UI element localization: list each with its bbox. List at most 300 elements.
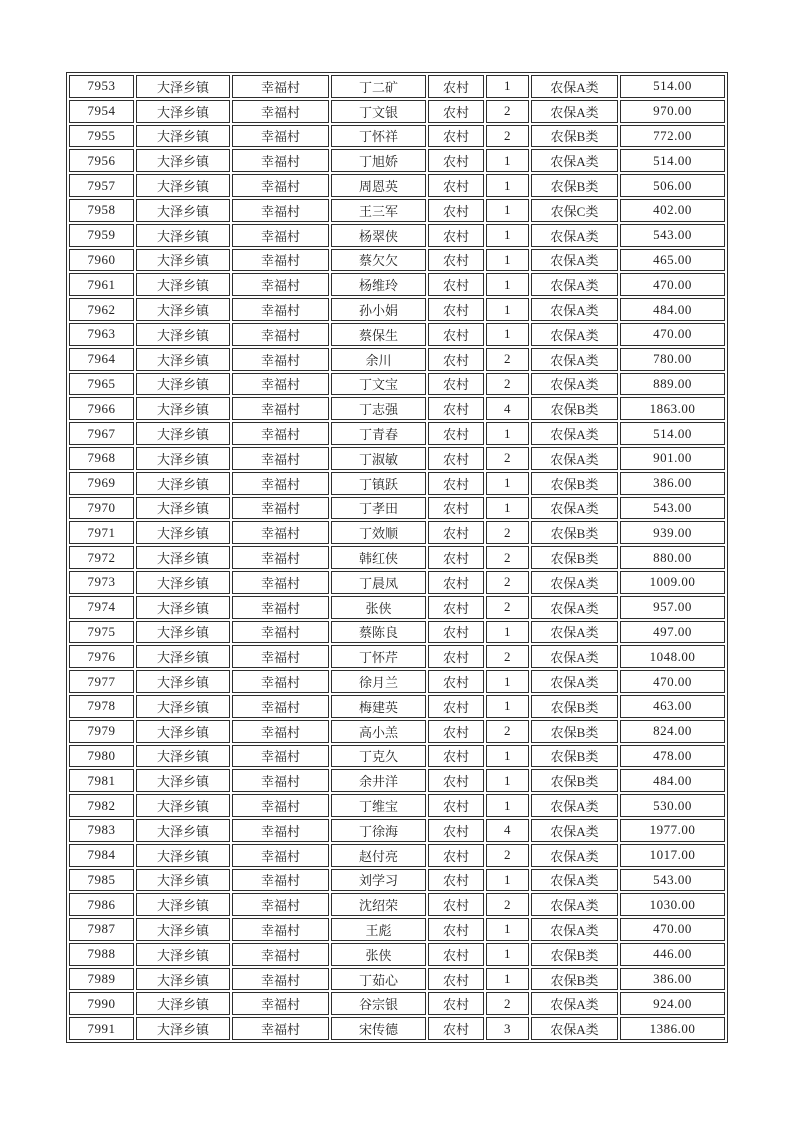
table-row	[69, 323, 725, 346]
cell-person_count: 2	[486, 100, 529, 123]
cell-name: 丁维宝	[331, 794, 426, 817]
cell-insurance_category: 农保B类	[531, 472, 618, 495]
cell-town: 大泽乡镇	[136, 298, 230, 321]
cell-insurance_category: 农保A类	[531, 100, 618, 123]
cell-town: 大泽乡镇	[136, 199, 230, 222]
table-row	[69, 422, 725, 445]
cell-seq: 7990	[69, 992, 134, 1015]
cell-residence_type: 农村	[428, 943, 484, 966]
cell-residence_type: 农村	[428, 992, 484, 1015]
cell-residence_type: 农村	[428, 645, 484, 668]
cell-insurance_category: 农保B类	[531, 125, 618, 148]
cell-residence_type: 农村	[428, 224, 484, 247]
table-row	[69, 596, 725, 619]
cell-name: 韩红侠	[331, 546, 426, 569]
cell-village: 幸福村	[232, 943, 329, 966]
cell-person_count: 2	[486, 125, 529, 148]
table-row	[69, 918, 725, 941]
cell-village: 幸福村	[232, 844, 329, 867]
cell-amount: 506.00	[620, 174, 725, 197]
cell-insurance_category: 农保A类	[531, 75, 618, 98]
cell-village: 幸福村	[232, 149, 329, 172]
cell-seq: 7959	[69, 224, 134, 247]
cell-person_count: 2	[486, 348, 529, 371]
cell-village: 幸福村	[232, 323, 329, 346]
cell-insurance_category: 农保B类	[531, 769, 618, 792]
cell-town: 大泽乡镇	[136, 472, 230, 495]
cell-village: 幸福村	[232, 992, 329, 1015]
cell-residence_type: 农村	[428, 596, 484, 619]
cell-seq: 7957	[69, 174, 134, 197]
cell-amount: 970.00	[620, 100, 725, 123]
cell-village: 幸福村	[232, 745, 329, 768]
cell-name: 沈绍荣	[331, 893, 426, 916]
cell-amount: 530.00	[620, 794, 725, 817]
cell-seq: 7972	[69, 546, 134, 569]
table-row	[69, 298, 725, 321]
cell-person_count: 4	[486, 397, 529, 420]
cell-seq: 7985	[69, 869, 134, 892]
cell-amount: 386.00	[620, 968, 725, 991]
cell-seq: 7969	[69, 472, 134, 495]
cell-village: 幸福村	[232, 968, 329, 991]
table-row	[69, 199, 725, 222]
cell-residence_type: 农村	[428, 273, 484, 296]
cell-town: 大泽乡镇	[136, 869, 230, 892]
cell-name: 杨维玲	[331, 273, 426, 296]
cell-person_count: 1	[486, 224, 529, 247]
cell-name: 宋传德	[331, 1017, 426, 1040]
cell-residence_type: 农村	[428, 844, 484, 867]
cell-name: 丁怀芹	[331, 645, 426, 668]
cell-person_count: 1	[486, 745, 529, 768]
cell-person_count: 1	[486, 869, 529, 892]
cell-insurance_category: 农保A类	[531, 497, 618, 520]
table-row	[69, 472, 725, 495]
cell-seq: 7968	[69, 447, 134, 470]
cell-town: 大泽乡镇	[136, 1017, 230, 1040]
cell-person_count: 1	[486, 695, 529, 718]
cell-town: 大泽乡镇	[136, 621, 230, 644]
cell-residence_type: 农村	[428, 893, 484, 916]
cell-village: 幸福村	[232, 621, 329, 644]
cell-insurance_category: 农保B类	[531, 745, 618, 768]
cell-residence_type: 农村	[428, 720, 484, 743]
table-row	[69, 447, 725, 470]
cell-town: 大泽乡镇	[136, 769, 230, 792]
cell-name: 丁怀祥	[331, 125, 426, 148]
table-row	[69, 571, 725, 594]
table-row	[69, 819, 725, 842]
cell-amount: 543.00	[620, 497, 725, 520]
cell-seq: 7956	[69, 149, 134, 172]
cell-amount: 470.00	[620, 918, 725, 941]
cell-insurance_category: 农保A类	[531, 918, 618, 941]
cell-person_count: 1	[486, 968, 529, 991]
cell-town: 大泽乡镇	[136, 893, 230, 916]
cell-name: 徐月兰	[331, 670, 426, 693]
cell-person_count: 2	[486, 720, 529, 743]
cell-village: 幸福村	[232, 769, 329, 792]
cell-village: 幸福村	[232, 75, 329, 98]
cell-residence_type: 农村	[428, 149, 484, 172]
cell-person_count: 1	[486, 273, 529, 296]
cell-residence_type: 农村	[428, 670, 484, 693]
cell-residence_type: 农村	[428, 472, 484, 495]
cell-person_count: 1	[486, 422, 529, 445]
cell-residence_type: 农村	[428, 174, 484, 197]
cell-amount: 957.00	[620, 596, 725, 619]
cell-town: 大泽乡镇	[136, 670, 230, 693]
cell-town: 大泽乡镇	[136, 149, 230, 172]
table-row	[69, 100, 725, 123]
cell-insurance_category: 农保A类	[531, 670, 618, 693]
cell-insurance_category: 农保A类	[531, 819, 618, 842]
cell-residence_type: 农村	[428, 918, 484, 941]
cell-seq: 7963	[69, 323, 134, 346]
cell-town: 大泽乡镇	[136, 273, 230, 296]
cell-amount: 543.00	[620, 869, 725, 892]
cell-amount: 514.00	[620, 422, 725, 445]
table-row	[69, 695, 725, 718]
cell-village: 幸福村	[232, 645, 329, 668]
cell-village: 幸福村	[232, 893, 329, 916]
cell-person_count: 1	[486, 323, 529, 346]
cell-village: 幸福村	[232, 397, 329, 420]
cell-person_count: 2	[486, 521, 529, 544]
cell-name: 丁效顺	[331, 521, 426, 544]
cell-person_count: 1	[486, 943, 529, 966]
cell-amount: 780.00	[620, 348, 725, 371]
cell-amount: 824.00	[620, 720, 725, 743]
cell-person_count: 2	[486, 546, 529, 569]
cell-residence_type: 农村	[428, 397, 484, 420]
cell-town: 大泽乡镇	[136, 918, 230, 941]
cell-seq: 7954	[69, 100, 134, 123]
cell-town: 大泽乡镇	[136, 968, 230, 991]
cell-insurance_category: 农保A类	[531, 273, 618, 296]
table-row	[69, 794, 725, 817]
cell-name: 杨翠侠	[331, 224, 426, 247]
cell-town: 大泽乡镇	[136, 695, 230, 718]
cell-village: 幸福村	[232, 249, 329, 272]
cell-residence_type: 农村	[428, 323, 484, 346]
cell-town: 大泽乡镇	[136, 323, 230, 346]
cell-seq: 7991	[69, 1017, 134, 1040]
table-row	[69, 546, 725, 569]
cell-village: 幸福村	[232, 521, 329, 544]
cell-amount: 478.00	[620, 745, 725, 768]
cell-insurance_category: 农保B类	[531, 174, 618, 197]
cell-insurance_category: 农保A类	[531, 844, 618, 867]
cell-insurance_category: 农保A类	[531, 422, 618, 445]
cell-person_count: 1	[486, 199, 529, 222]
table-row	[69, 670, 725, 693]
cell-name: 王彪	[331, 918, 426, 941]
cell-name: 丁二矿	[331, 75, 426, 98]
cell-amount: 484.00	[620, 769, 725, 792]
table-row	[69, 348, 725, 371]
cell-seq: 7983	[69, 819, 134, 842]
cell-person_count: 2	[486, 844, 529, 867]
cell-town: 大泽乡镇	[136, 397, 230, 420]
cell-amount: 465.00	[620, 249, 725, 272]
cell-amount: 1048.00	[620, 645, 725, 668]
cell-town: 大泽乡镇	[136, 373, 230, 396]
cell-seq: 7986	[69, 893, 134, 916]
cell-residence_type: 农村	[428, 373, 484, 396]
table-row	[69, 992, 725, 1015]
cell-person_count: 1	[486, 249, 529, 272]
cell-residence_type: 农村	[428, 769, 484, 792]
table-row	[69, 869, 725, 892]
table-row	[69, 125, 725, 148]
table-row	[69, 373, 725, 396]
cell-person_count: 4	[486, 819, 529, 842]
cell-person_count: 1	[486, 149, 529, 172]
cell-person_count: 2	[486, 645, 529, 668]
cell-name: 丁晨凤	[331, 571, 426, 594]
table-row	[69, 224, 725, 247]
cell-name: 王三军	[331, 199, 426, 222]
cell-residence_type: 农村	[428, 125, 484, 148]
cell-village: 幸福村	[232, 670, 329, 693]
cell-name: 梅建英	[331, 695, 426, 718]
table-row	[69, 968, 725, 991]
cell-amount: 543.00	[620, 224, 725, 247]
cell-town: 大泽乡镇	[136, 249, 230, 272]
cell-village: 幸福村	[232, 199, 329, 222]
cell-name: 丁孝田	[331, 497, 426, 520]
cell-amount: 1009.00	[620, 571, 725, 594]
cell-village: 幸福村	[232, 1017, 329, 1040]
cell-seq: 7960	[69, 249, 134, 272]
cell-name: 丁茹心	[331, 968, 426, 991]
cell-town: 大泽乡镇	[136, 75, 230, 98]
cell-seq: 7970	[69, 497, 134, 520]
cell-seq: 7964	[69, 348, 134, 371]
table-row	[69, 397, 725, 420]
cell-person_count: 2	[486, 447, 529, 470]
cell-seq: 7979	[69, 720, 134, 743]
cell-town: 大泽乡镇	[136, 794, 230, 817]
cell-name: 赵付亮	[331, 844, 426, 867]
cell-amount: 889.00	[620, 373, 725, 396]
table-row	[69, 1017, 725, 1040]
cell-village: 幸福村	[232, 596, 329, 619]
cell-amount: 924.00	[620, 992, 725, 1015]
cell-residence_type: 农村	[428, 695, 484, 718]
table-row	[69, 943, 725, 966]
cell-amount: 1386.00	[620, 1017, 725, 1040]
cell-insurance_category: 农保A类	[531, 348, 618, 371]
cell-town: 大泽乡镇	[136, 497, 230, 520]
cell-insurance_category: 农保A类	[531, 447, 618, 470]
cell-name: 丁志强	[331, 397, 426, 420]
table-row	[69, 844, 725, 867]
cell-name: 丁淑敏	[331, 447, 426, 470]
cell-insurance_category: 农保A类	[531, 373, 618, 396]
cell-amount: 402.00	[620, 199, 725, 222]
cell-town: 大泽乡镇	[136, 174, 230, 197]
cell-village: 幸福村	[232, 224, 329, 247]
cell-town: 大泽乡镇	[136, 348, 230, 371]
table-row	[69, 273, 725, 296]
cell-seq: 7962	[69, 298, 134, 321]
cell-name: 丁旭娇	[331, 149, 426, 172]
cell-residence_type: 农村	[428, 521, 484, 544]
table-row	[69, 521, 725, 544]
cell-residence_type: 农村	[428, 497, 484, 520]
cell-village: 幸福村	[232, 273, 329, 296]
cell-amount: 1863.00	[620, 397, 725, 420]
cell-insurance_category: 农保A类	[531, 571, 618, 594]
cell-insurance_category: 农保B类	[531, 943, 618, 966]
cell-seq: 7989	[69, 968, 134, 991]
cell-village: 幸福村	[232, 422, 329, 445]
cell-name: 高小羔	[331, 720, 426, 743]
cell-name: 丁克久	[331, 745, 426, 768]
cell-name: 周恩英	[331, 174, 426, 197]
table-row	[69, 769, 725, 792]
cell-residence_type: 农村	[428, 447, 484, 470]
cell-name: 谷宗银	[331, 992, 426, 1015]
cell-town: 大泽乡镇	[136, 546, 230, 569]
cell-village: 幸福村	[232, 720, 329, 743]
cell-person_count: 1	[486, 670, 529, 693]
cell-village: 幸福村	[232, 125, 329, 148]
cell-town: 大泽乡镇	[136, 992, 230, 1015]
cell-name: 张侠	[331, 943, 426, 966]
cell-residence_type: 农村	[428, 1017, 484, 1040]
cell-seq: 7965	[69, 373, 134, 396]
cell-person_count: 2	[486, 571, 529, 594]
cell-person_count: 1	[486, 298, 529, 321]
cell-residence_type: 农村	[428, 100, 484, 123]
cell-amount: 470.00	[620, 323, 725, 346]
cell-seq: 7978	[69, 695, 134, 718]
cell-village: 幸福村	[232, 794, 329, 817]
cell-seq: 7973	[69, 571, 134, 594]
cell-insurance_category: 农保A类	[531, 794, 618, 817]
cell-name: 孙小娟	[331, 298, 426, 321]
cell-insurance_category: 农保A类	[531, 893, 618, 916]
cell-name: 丁青春	[331, 422, 426, 445]
cell-seq: 7980	[69, 745, 134, 768]
cell-village: 幸福村	[232, 373, 329, 396]
cell-residence_type: 农村	[428, 422, 484, 445]
cell-name: 丁镇跃	[331, 472, 426, 495]
cell-person_count: 2	[486, 992, 529, 1015]
cell-insurance_category: 农保B类	[531, 546, 618, 569]
cell-amount: 446.00	[620, 943, 725, 966]
cell-seq: 7961	[69, 273, 134, 296]
cell-name: 丁徐海	[331, 819, 426, 842]
cell-seq: 7955	[69, 125, 134, 148]
cell-insurance_category: 农保B类	[531, 695, 618, 718]
cell-residence_type: 农村	[428, 745, 484, 768]
cell-village: 幸福村	[232, 546, 329, 569]
table-row	[69, 645, 725, 668]
cell-insurance_category: 农保A类	[531, 621, 618, 644]
cell-town: 大泽乡镇	[136, 645, 230, 668]
cell-town: 大泽乡镇	[136, 224, 230, 247]
cell-amount: 1017.00	[620, 844, 725, 867]
cell-insurance_category: 农保B类	[531, 521, 618, 544]
cell-person_count: 2	[486, 373, 529, 396]
cell-town: 大泽乡镇	[136, 720, 230, 743]
cell-seq: 7966	[69, 397, 134, 420]
cell-amount: 497.00	[620, 621, 725, 644]
cell-residence_type: 农村	[428, 199, 484, 222]
cell-seq: 7953	[69, 75, 134, 98]
cell-amount: 463.00	[620, 695, 725, 718]
cell-insurance_category: 农保A类	[531, 249, 618, 272]
cell-insurance_category: 农保A类	[531, 596, 618, 619]
cell-name: 张侠	[331, 596, 426, 619]
cell-amount: 939.00	[620, 521, 725, 544]
cell-seq: 7976	[69, 645, 134, 668]
cell-seq: 7988	[69, 943, 134, 966]
table-row	[69, 621, 725, 644]
table-row	[69, 174, 725, 197]
cell-person_count: 1	[486, 769, 529, 792]
cell-seq: 7977	[69, 670, 134, 693]
table-body	[69, 75, 725, 1040]
cell-residence_type: 农村	[428, 819, 484, 842]
cell-name: 丁文银	[331, 100, 426, 123]
cell-name: 丁文宝	[331, 373, 426, 396]
cell-village: 幸福村	[232, 497, 329, 520]
cell-amount: 514.00	[620, 75, 725, 98]
cell-town: 大泽乡镇	[136, 596, 230, 619]
cell-village: 幸福村	[232, 174, 329, 197]
cell-residence_type: 农村	[428, 249, 484, 272]
cell-village: 幸福村	[232, 918, 329, 941]
cell-residence_type: 农村	[428, 75, 484, 98]
cell-person_count: 1	[486, 472, 529, 495]
table-row	[69, 497, 725, 520]
cell-person_count: 1	[486, 794, 529, 817]
subsidy-table	[66, 72, 728, 1043]
cell-name: 刘学习	[331, 869, 426, 892]
cell-amount: 880.00	[620, 546, 725, 569]
table-row	[69, 745, 725, 768]
cell-residence_type: 农村	[428, 794, 484, 817]
cell-amount: 470.00	[620, 670, 725, 693]
cell-village: 幸福村	[232, 472, 329, 495]
cell-name: 蔡陈良	[331, 621, 426, 644]
table-row	[69, 75, 725, 98]
cell-residence_type: 农村	[428, 546, 484, 569]
cell-insurance_category: 农保A类	[531, 224, 618, 247]
cell-seq: 7981	[69, 769, 134, 792]
cell-town: 大泽乡镇	[136, 745, 230, 768]
cell-person_count: 1	[486, 75, 529, 98]
cell-amount: 470.00	[620, 273, 725, 296]
cell-name: 蔡保生	[331, 323, 426, 346]
cell-residence_type: 农村	[428, 571, 484, 594]
cell-seq: 7987	[69, 918, 134, 941]
cell-town: 大泽乡镇	[136, 125, 230, 148]
cell-residence_type: 农村	[428, 968, 484, 991]
cell-insurance_category: 农保A类	[531, 645, 618, 668]
cell-residence_type: 农村	[428, 621, 484, 644]
cell-village: 幸福村	[232, 447, 329, 470]
cell-town: 大泽乡镇	[136, 100, 230, 123]
cell-village: 幸福村	[232, 819, 329, 842]
cell-town: 大泽乡镇	[136, 422, 230, 445]
